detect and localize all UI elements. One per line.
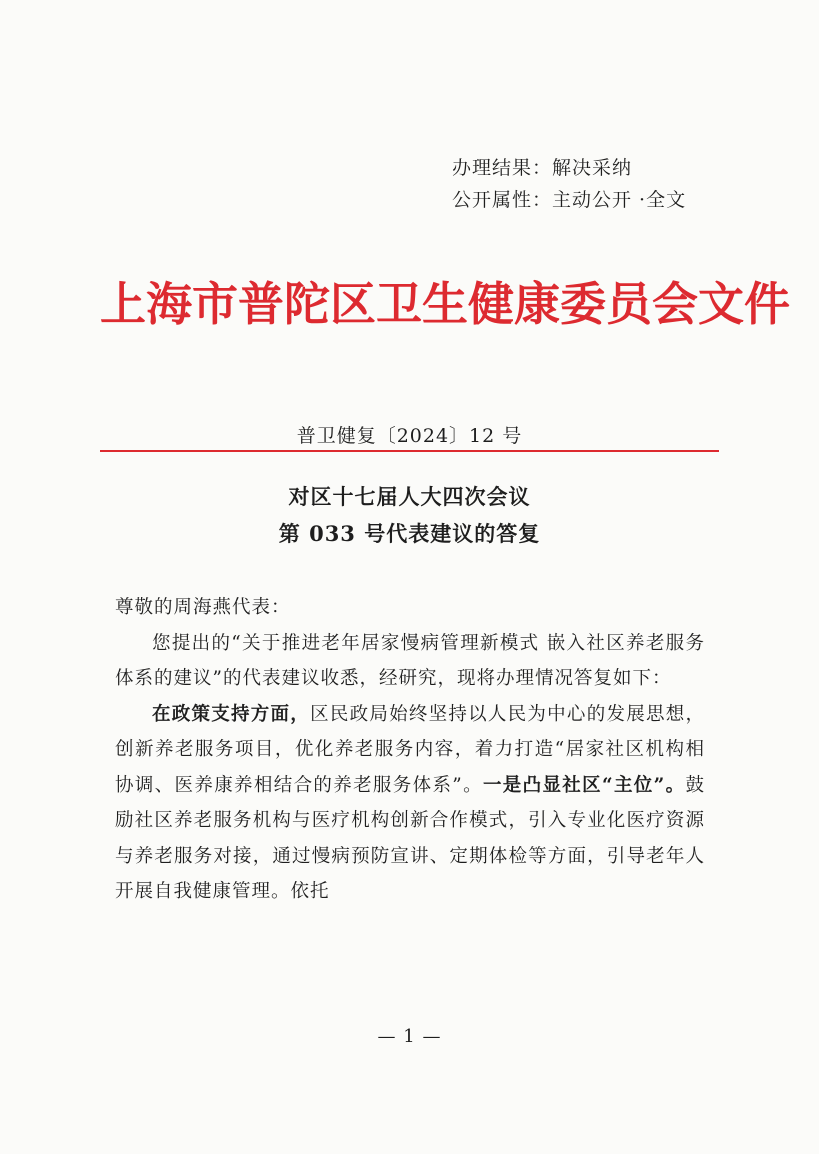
handling-result-value: 解决采纳 [552, 157, 633, 179]
paragraph-text-1: 区民政局始终坚持以人民为中心的发展思想，创新养老服务项目，优化养老服务内容，着力打造“居家社区机构相协调、医养康养相结合的养老服务体系”。 [115, 703, 705, 796]
red-divider [100, 450, 719, 452]
document-number: 普卫健复〔2024〕12 号 [296, 425, 523, 447]
organization-title: 上海市普陀区卫生健康委员会文件 [100, 277, 790, 331]
point-one-heading: 一是凸显社区“主位”。 [482, 774, 686, 796]
document-title-line-2: 第 033 号代表建议的答复 [278, 521, 541, 546]
handling-result [452, 152, 686, 184]
paragraph-text-2: 鼓励社区养老服务机构与医疗机构创新合作模式，引入专业化医疗资源与养老服务对接，通过慢病预防宣讲、定期体检等方面，引导老年人开展自我健康管理。依托 [115, 774, 705, 902]
paragraph-heading: 在政策支持方面， [152, 703, 311, 725]
disclosure-value: 主动公开 ·全文 [552, 189, 687, 211]
document-title-line-1: 对区十七届人大四次会议 [288, 484, 531, 509]
paragraph-intro: 您提出的“关于推进老年居家慢病管理新模式 嵌入社区养老服务体系的建议”的代表建议收悉，经研究，现将办理情况答复如下： [115, 632, 705, 689]
page-number: — 1 — [377, 1026, 442, 1047]
salutation: 尊敬的周海燕代表： [115, 597, 291, 618]
document-title [100, 478, 719, 552]
disclosure-label: 公开属性： [452, 189, 553, 211]
paragraph-policy-support [115, 697, 705, 910]
handling-result-label: 办理结果： [452, 157, 553, 179]
disclosure-attribute [452, 184, 686, 216]
document-body [115, 590, 705, 910]
document-meta [452, 152, 686, 216]
